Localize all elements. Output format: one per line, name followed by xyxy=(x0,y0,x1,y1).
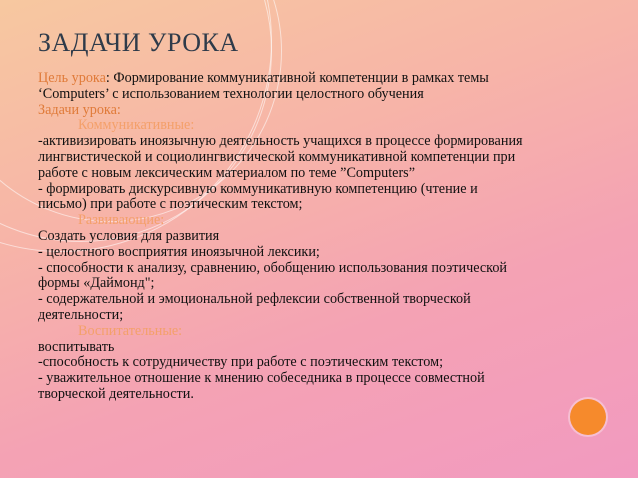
text-line: формы «Даймонд"; xyxy=(38,275,155,292)
text-line: -способность к сотрудничеству при работе с поэтическим текстом; xyxy=(38,354,444,371)
text-line: письмо) при работе с поэтическим текстом; xyxy=(38,196,303,213)
goal-label: Цель урока xyxy=(38,70,106,86)
text-line: лингвистической и социолингвистической коммуникативной компетенции при xyxy=(38,148,516,165)
tasks-label: Задачи урока: xyxy=(38,101,121,118)
text-line: - способности к анализу, сравнению, обобщению использования поэтической xyxy=(38,259,508,276)
text-line: творческой деятельности. xyxy=(38,385,194,402)
goal-line xyxy=(38,71,598,87)
text-line: воспитывать xyxy=(38,338,115,355)
text-line: -активизировать иноязычную деятельность учащихся в процессе формирования xyxy=(38,133,523,150)
text-line: - содержательной и эмоциональной рефлексии собственной творческой xyxy=(38,291,471,308)
text-line: - формировать дискурсивную коммуникативную компетенцию (чтение и xyxy=(38,180,478,197)
section-heading-communicative: Коммуникативные: xyxy=(78,117,195,134)
section-heading-developmental: Развивающие: xyxy=(78,212,165,229)
text-line: деятельности; xyxy=(38,306,124,323)
slide-title: ЗАДАЧИ УРОКА xyxy=(38,28,239,57)
goal-text-continued: ‘Computers’ с использованием технологии целостного обучения xyxy=(38,85,424,102)
slide-body xyxy=(38,71,598,403)
goal-text: : Формирование коммуникативной компетенции в рамках темы xyxy=(105,70,489,86)
decorative-orange-circle xyxy=(570,399,606,435)
section-heading-educational: Воспитательные: xyxy=(78,322,183,339)
text-line: работе с новым лексическим материалом по теме ”Computers” xyxy=(38,164,416,181)
text-line: Создать условия для развития xyxy=(38,227,220,244)
text-line: - целостного восприятия иноязычной лексики; xyxy=(38,243,320,260)
text-line: - уважительное отношение к мнению собеседника в процессе совместной xyxy=(38,370,485,387)
